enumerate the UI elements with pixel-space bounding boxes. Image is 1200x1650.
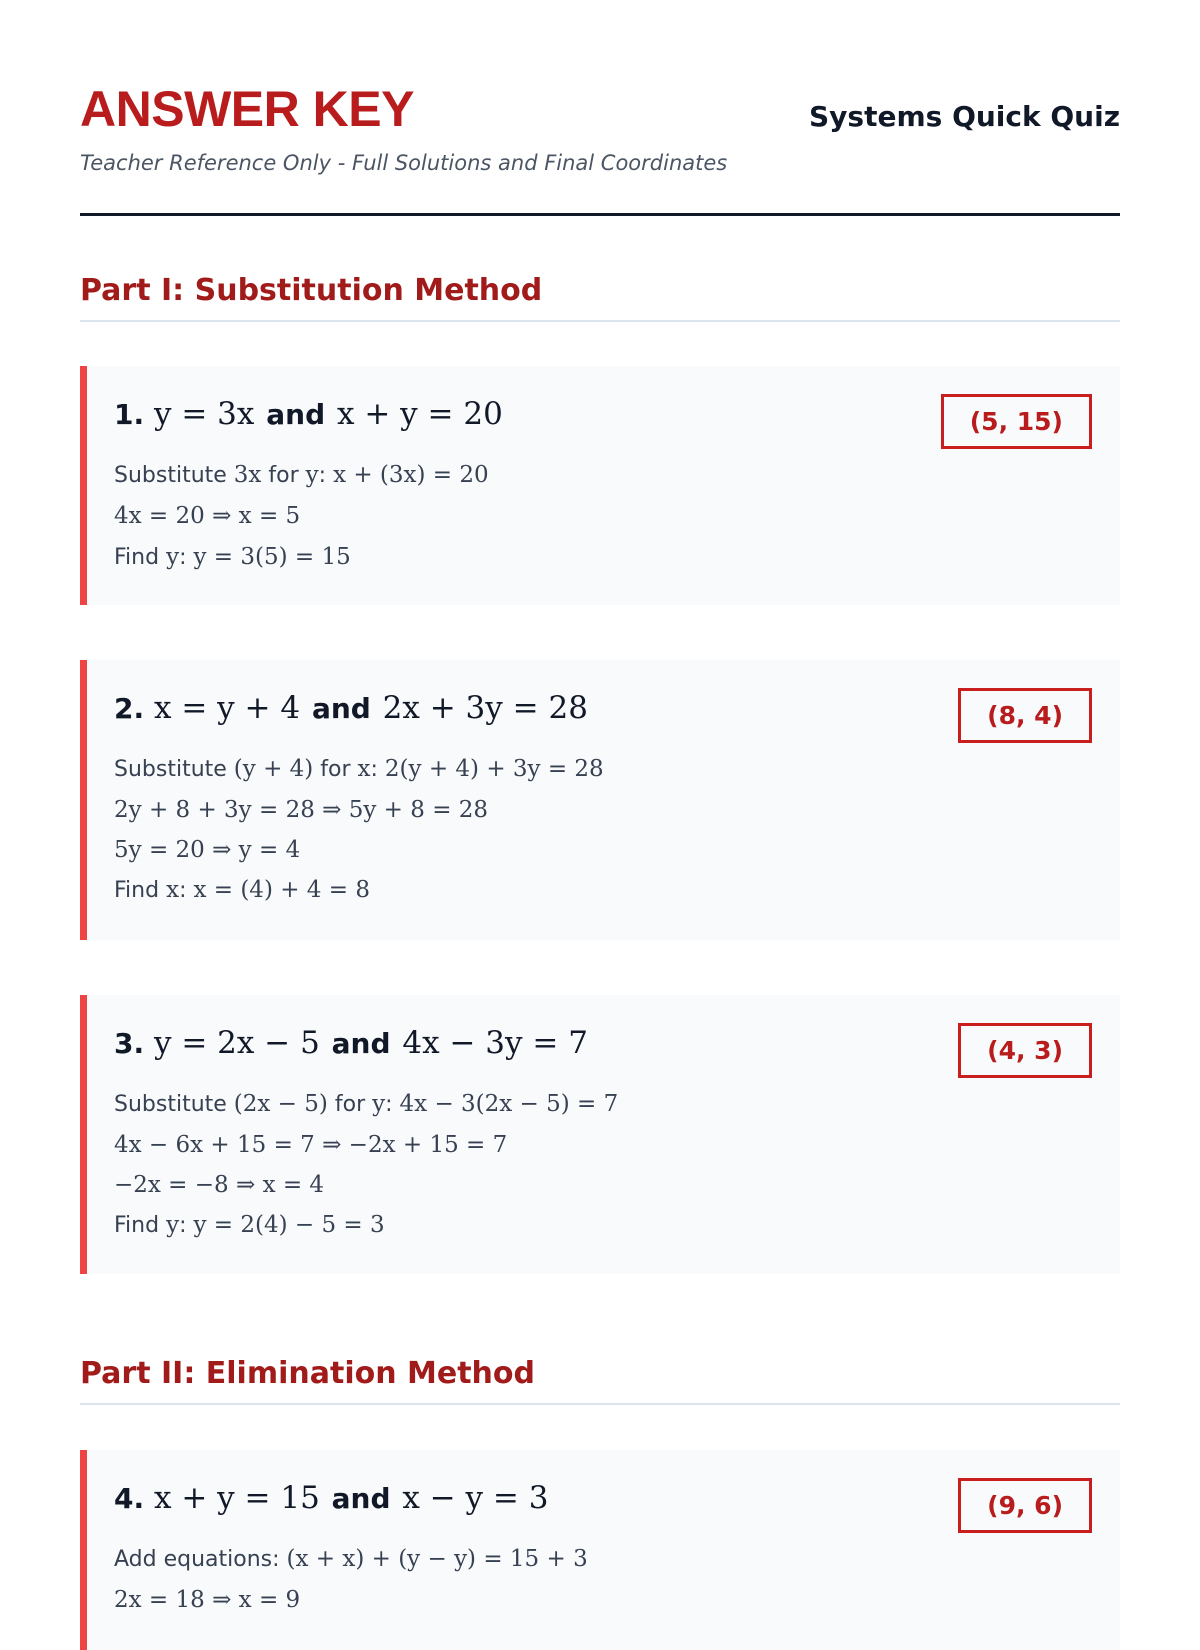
problem-statement — [114, 1480, 1094, 1517]
connector: and — [266, 398, 326, 431]
solution-step: Find y: y = 3(5) = 15 — [114, 544, 351, 571]
solution-step: 4x = 20 ⇒ x = 5 — [114, 503, 301, 530]
quiz-name: Systems Quick Quiz — [809, 100, 1120, 133]
section-heading-part-1 — [80, 273, 1120, 322]
problem-card-1 — [80, 366, 1120, 605]
connector: and — [311, 692, 371, 725]
equation-2: 4x − 3y = 7 — [402, 1025, 588, 1061]
solution-step: Add equations: (x + x) + (y − y) = 15 + 3 — [114, 1546, 588, 1573]
section-title: Part II: Elimination Method — [80, 1356, 535, 1391]
problem-statement — [114, 1025, 1094, 1062]
solution-step: Find x: x = (4) + 4 = 8 — [114, 877, 370, 904]
problem-card-4 — [80, 1450, 1120, 1650]
answer-box: (5, 15) — [941, 394, 1092, 449]
problem-number: 2. — [114, 692, 145, 725]
solution-step: Substitute (y + 4) for x: 2(y + 4) + 3y = 28 — [114, 756, 604, 783]
equation-1: x = y + 4 — [153, 690, 301, 726]
page-subtitle: Teacher Reference Only - Full Solutions and Final Coordinates — [80, 151, 728, 175]
solution-steps — [114, 1539, 1094, 1620]
equation-1: y = 3x — [153, 396, 255, 432]
page-header — [80, 82, 1120, 175]
equation-1: y = 2x − 5 — [153, 1025, 320, 1061]
connector: and — [331, 1482, 391, 1515]
header-divider — [80, 213, 1120, 216]
solution-step: 2x = 18 ⇒ x = 9 — [114, 1587, 301, 1614]
equation-2: 2x + 3y = 28 — [382, 690, 588, 726]
solution-step: Find y: y = 2(4) − 5 = 3 — [114, 1212, 385, 1239]
problem-statement — [114, 690, 1094, 727]
solution-steps — [114, 749, 1094, 911]
problem-number: 3. — [114, 1027, 145, 1060]
problem-card-3 — [80, 995, 1120, 1274]
solution-steps — [114, 1084, 1094, 1246]
problem-number: 1. — [114, 398, 145, 431]
solution-step: 4x − 6x + 15 = 7 ⇒ −2x + 15 = 7 — [114, 1132, 508, 1159]
answer-box: (4, 3) — [958, 1023, 1092, 1078]
answer-box: (8, 4) — [958, 688, 1092, 743]
equation-1: x + y = 15 — [153, 1480, 320, 1516]
equation-2: x − y = 3 — [402, 1480, 549, 1516]
solution-step: 5y = 20 ⇒ y = 4 — [114, 837, 301, 864]
section-title: Part I: Substitution Method — [80, 273, 543, 308]
section-heading-part-2 — [80, 1356, 1120, 1405]
connector: and — [331, 1027, 391, 1060]
solution-step: Substitute 3x for y: x + (3x) = 20 — [114, 462, 489, 489]
solution-step: −2x = −8 ⇒ x = 4 — [114, 1172, 325, 1199]
equation-2: x + y = 20 — [336, 396, 503, 432]
solution-step: 2y + 8 + 3y = 28 ⇒ 5y + 8 = 28 — [114, 797, 489, 824]
problem-card-2 — [80, 660, 1120, 940]
answer-box: (9, 6) — [958, 1478, 1092, 1533]
problem-number: 4. — [114, 1482, 145, 1515]
solution-step: Substitute (2x − 5) for y: 4x − 3(2x − 5) = 7 — [114, 1091, 619, 1118]
page-title: ANSWER KEY — [80, 81, 414, 137]
solution-steps — [114, 455, 1094, 578]
